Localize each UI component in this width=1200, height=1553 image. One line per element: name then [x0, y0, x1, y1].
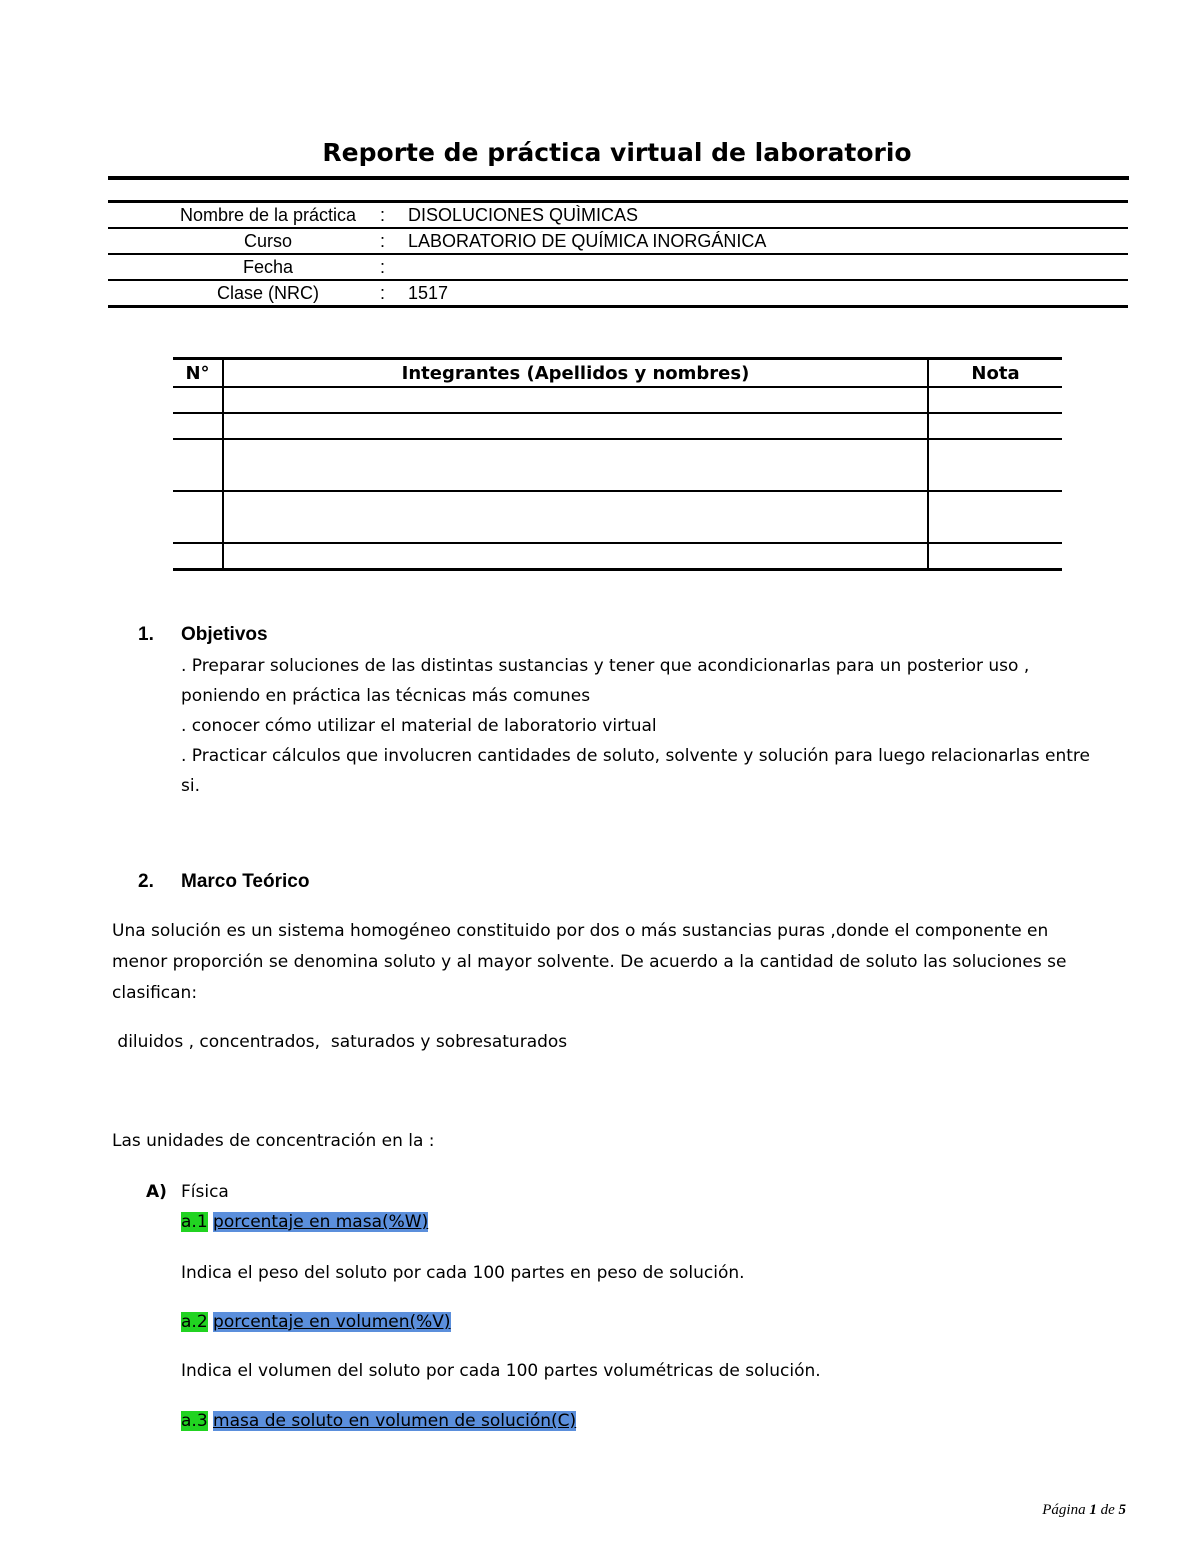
item-description: Indica el peso del soluto por cada 100 partes en peso de solución. — [181, 1263, 745, 1283]
table-cell[interactable] — [223, 413, 928, 439]
section-number: 1. — [138, 624, 154, 645]
objectives-list — [181, 651, 1141, 801]
info-value: DISOLUCIONES QUÌMICAS — [408, 205, 639, 225]
group-label: A) — [146, 1182, 167, 1202]
page-footer — [1042, 1502, 1126, 1519]
info-colon: : — [380, 205, 386, 225]
table-header-row — [173, 359, 1062, 388]
table-cell[interactable] — [928, 413, 1062, 439]
info-row-course — [108, 228, 1128, 254]
group-title: Física — [181, 1182, 229, 1202]
table-row — [173, 439, 1062, 491]
objective-line: poniendo en práctica las técnicas más comunes — [181, 686, 591, 706]
info-label: Fecha — [242, 257, 294, 277]
title-rule — [108, 176, 1129, 180]
item-name: masa de soluto en volumen de solución(C) — [213, 1411, 577, 1431]
table-cell[interactable] — [928, 491, 1062, 543]
solution-types: diluidos , concentrados, saturados y sobresaturados — [112, 1032, 568, 1052]
info-row-class — [108, 280, 1128, 306]
of-word: de — [1100, 1502, 1115, 1518]
objective-line: . Preparar soluciones de las distintas sustancias y tener que acondicionarlas para un posterior uso , — [181, 656, 1030, 676]
section-heading-theory: Marco Teórico — [181, 871, 310, 892]
info-label: Nombre de la práctica — [179, 205, 357, 225]
table-row — [173, 543, 1062, 569]
theory-paragraph — [112, 916, 1112, 1009]
table-cell[interactable] — [928, 439, 1062, 491]
units-intro: Las unidades de concentración en la : — [112, 1131, 435, 1151]
table-cell[interactable] — [928, 543, 1062, 569]
info-colon: : — [380, 257, 386, 277]
unit-item-a1 — [181, 1207, 428, 1237]
column-header-members: Integrantes (Apellidos y nombres) — [223, 359, 928, 388]
table-cell[interactable] — [223, 491, 928, 543]
table-row — [173, 387, 1062, 413]
info-value: 1517 — [408, 283, 449, 303]
objective-line: . conocer cómo utilizar el material de laboratorio virtual — [181, 716, 657, 736]
page-total: 5 — [1118, 1502, 1126, 1518]
info-row-date — [108, 254, 1128, 280]
info-colon: : — [380, 283, 386, 303]
section-number: 2. — [138, 871, 154, 892]
paragraph-line: menor proporción se denomina soluto y al mayor solvente. De acuerdo a la cantidad de soluto las soluciones se — [112, 952, 1067, 972]
item-name: porcentaje en masa(%W) — [213, 1212, 429, 1232]
table-cell[interactable] — [173, 387, 223, 413]
members-table — [173, 357, 1062, 571]
column-header-grade: Nota — [928, 359, 1062, 388]
page-word: Página — [1042, 1502, 1086, 1518]
item-code: a.1 — [181, 1212, 208, 1232]
paragraph-line: Una solución es un sistema homogéneo constituido por dos o más sustancias puras ,donde el componente en — [112, 921, 1049, 941]
table-row — [173, 491, 1062, 543]
table-cell[interactable] — [173, 439, 223, 491]
table-cell[interactable] — [223, 439, 928, 491]
document-title: Reporte de práctica virtual de laboratorio — [322, 138, 912, 167]
objective-line: si. — [181, 776, 200, 796]
item-description: Indica el volumen del soluto por cada 100 partes volumétricas de solución. — [181, 1361, 821, 1381]
unit-item-a2 — [181, 1307, 451, 1337]
page-number: 1 — [1089, 1502, 1097, 1518]
table-cell[interactable] — [173, 543, 223, 569]
table-cell[interactable] — [928, 387, 1062, 413]
info-row-practice — [108, 202, 1128, 228]
info-label: Clase (NRC) — [216, 283, 319, 303]
table-cell[interactable] — [173, 491, 223, 543]
table-cell[interactable] — [223, 387, 928, 413]
objective-line: . Practicar cálculos que involucren cantidades de soluto, solvente y solución para luego relacionarlas entre — [181, 746, 1090, 766]
column-header-number: N° — [173, 359, 223, 388]
table-cell[interactable] — [223, 543, 928, 569]
info-colon: : — [380, 231, 386, 251]
unit-item-a3 — [181, 1406, 576, 1436]
info-label: Curso — [243, 231, 292, 251]
paragraph-line: clasifican: — [112, 983, 198, 1003]
item-code: a.2 — [181, 1312, 208, 1332]
table-row — [173, 413, 1062, 439]
table-cell[interactable] — [173, 413, 223, 439]
item-name: porcentaje en volumen(%V) — [213, 1312, 451, 1332]
info-value: LABORATORIO DE QUÍMICA INORGÁNICA — [408, 231, 767, 251]
item-code: a.3 — [181, 1411, 208, 1431]
section-heading-objectives: Objetivos — [181, 624, 268, 645]
info-divider — [108, 305, 1128, 308]
